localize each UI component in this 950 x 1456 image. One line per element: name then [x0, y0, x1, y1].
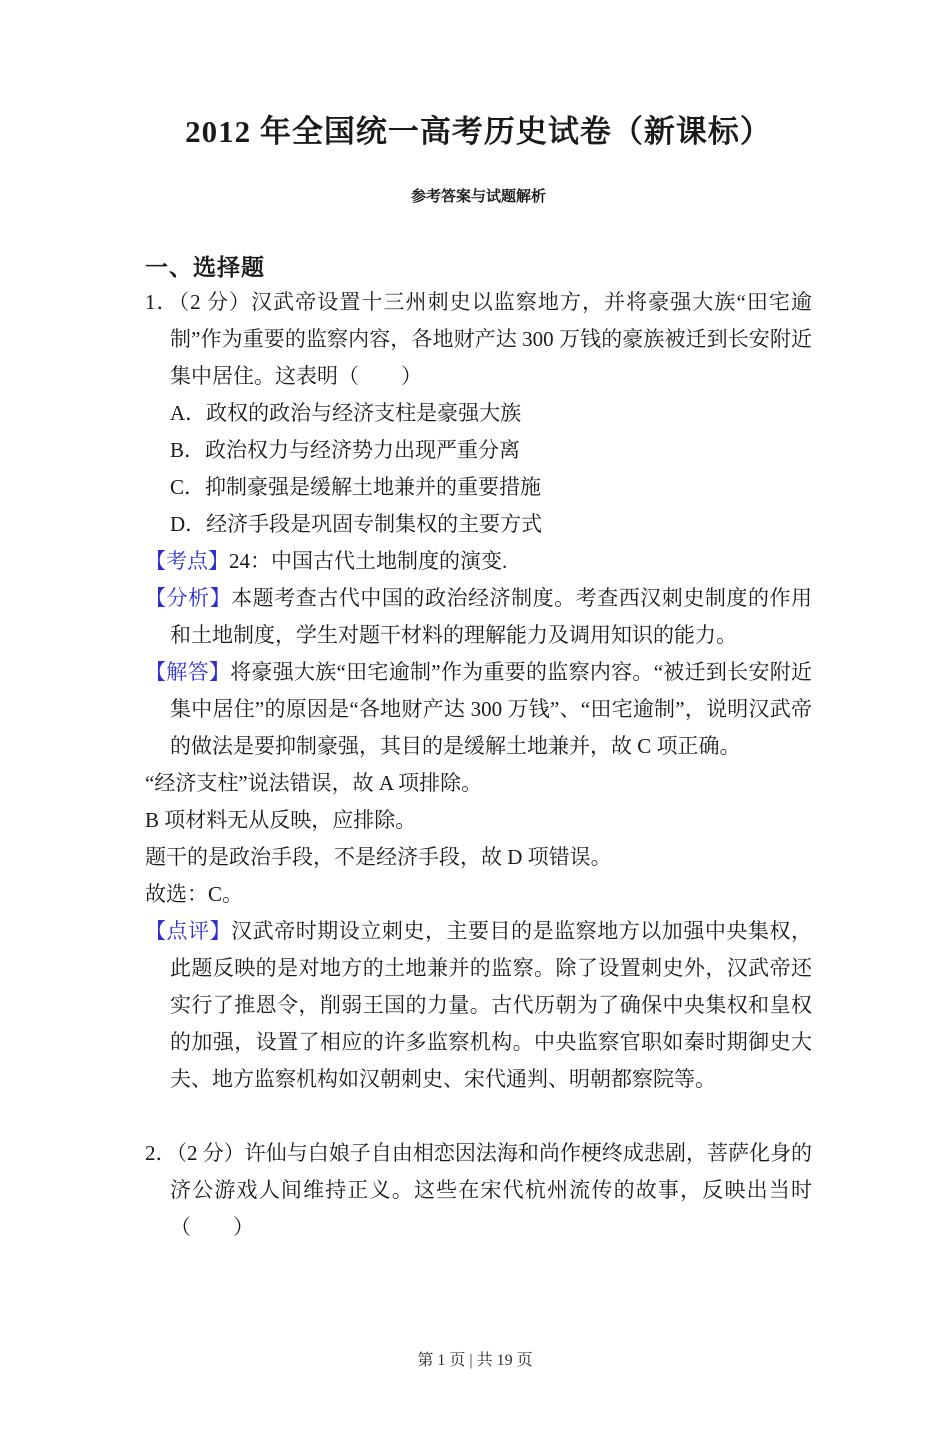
question-stem-text: （2 分）许仙与白娘子自由相恋因法海和尚作梗终成悲剧，菩萨化身的济公游戏人间维持正义。这些在宋代杭州流传的故事，反映出当时（ ）: [170, 1141, 812, 1239]
solution-extra-line: B 项材料无从反映，应排除。: [145, 808, 417, 832]
solution-label: 【解答】: [145, 660, 231, 684]
solution-extra-line: “经济支柱”说法错误，故 A 项排除。: [145, 771, 483, 795]
option-d: [170, 506, 812, 543]
analysis-label: 【分析】: [145, 586, 232, 610]
question-1: [145, 284, 812, 1098]
comment-text: 汉武帝时期设立刺史，主要目的是监察地方以加强中央集权，此题反映的是对地方的土地兼并的监察。除了设置刺史外，汉武帝还实行了推恩令，削弱王国的力量。古代历朝为了确保中央集权和皇权的加强，设置了相应的许多监察机构。中央监察官职如秦时期御史大夫、地方监察机构如汉朝刺史、宋代通判、明朝都察院等。: [170, 919, 813, 1091]
question-number: 2．: [145, 1141, 177, 1165]
document-title: 2012 年全国统一高考历史试卷（新课标）: [185, 114, 772, 149]
analysis-text: 本题考查古代中国的政治经济制度。考查西汉刺史制度的作用和土地制度，学生对题干材料的理解能力及调用知识的能力。: [170, 586, 813, 647]
document-page: [0, 112, 950, 1246]
section-heading: 一、选择题: [145, 255, 265, 280]
option-label: A．: [170, 401, 207, 425]
question-2-stem: [145, 1135, 812, 1246]
question-number: 1．: [145, 290, 179, 314]
exam-point-block: [145, 543, 812, 580]
solution-block: [145, 654, 812, 765]
exam-point-label: 【考点】: [145, 549, 229, 573]
comment-label: 【点评】: [145, 919, 232, 943]
question-stem-text: （2 分）汉武帝设置十三州刺史以监察地方，并将豪强大族“田宅逾制”作为重要的监察内容，各地财产达 300 万钱的豪族被迁到长安附近集中居住。这表明（ ）: [170, 290, 812, 388]
question-1-stem: [145, 284, 812, 395]
option-text: 经济手段是巩固专制集权的主要方式: [206, 512, 543, 536]
option-label: D．: [170, 512, 207, 536]
document-subtitle: 参考答案与试题解析: [410, 189, 546, 205]
option-c: [170, 469, 812, 506]
option-b: [170, 432, 812, 469]
question-2: [145, 1135, 812, 1246]
option-text: 政治权力与经济势力出现严重分离: [205, 438, 521, 462]
option-text: 政权的政治与经济支柱是豪强大族: [206, 401, 522, 425]
page-indicator: 第 1 页 | 共 19 页: [417, 1352, 533, 1369]
solution-text: 将豪强大族“田宅逾制”作为重要的监察内容。“被迁到长安附近集中居住”的原因是“各地财产达 300 万钱”、“田宅逾制”，说明汉武帝的做法是要抑制豪强，其目的是缓解土地兼并，故 C 项正确。: [170, 660, 813, 758]
option-text: 抑制豪强是缓解土地兼并的重要措施: [205, 475, 542, 499]
option-a: [170, 395, 812, 432]
option-label: C．: [170, 475, 206, 499]
answer-choice-line: 故选：C。: [145, 882, 244, 906]
question-1-options: [145, 395, 812, 543]
page-footer: [0, 1350, 950, 1372]
exam-point-text: 24：中国古代土地制度的演变.: [229, 549, 508, 573]
option-label: B．: [170, 438, 206, 462]
analysis-block: [145, 580, 812, 654]
comment-block: [145, 913, 812, 1098]
solution-extra-line: 题干的是政治手段，不是经济手段，故 D 项错误。: [145, 845, 612, 869]
